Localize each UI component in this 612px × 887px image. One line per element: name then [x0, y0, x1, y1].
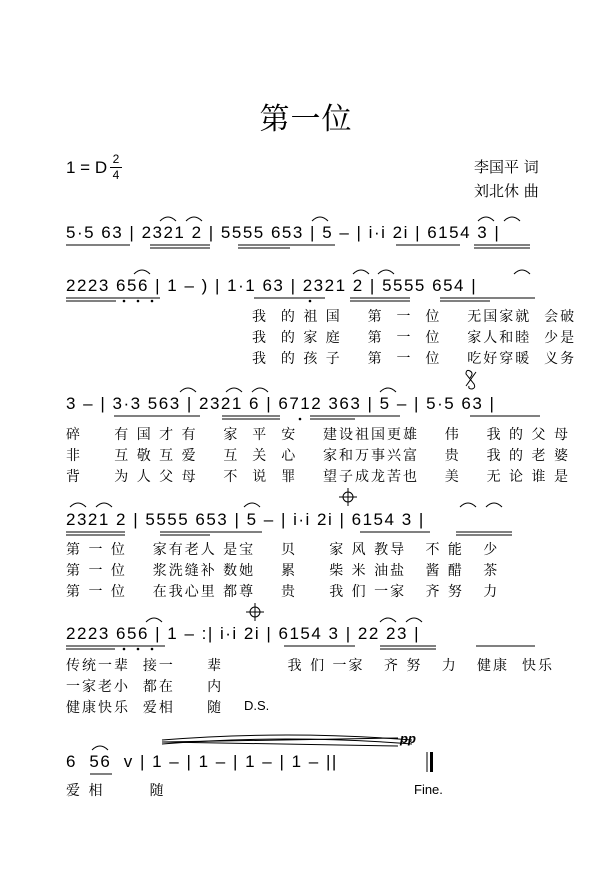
lyric-line: 爱 相 随	[66, 783, 166, 799]
lyric-line: 健康快乐 爱相 随	[66, 700, 224, 716]
lyric-line: 一家老小 都在 内	[66, 679, 224, 695]
key-signature: 1 = D	[66, 158, 108, 177]
dynamic-pp: pp	[400, 731, 416, 746]
lyric-line: 传统一辈 接一 辈 我 们 一家 齐 努 力 健康 快乐	[66, 658, 554, 674]
lyric-line: 非 互 敬 互 爱 互 关 心 家和万事兴富 贵 我 的 老 婆	[66, 448, 570, 464]
notation-line-1: 5·5 63 | 2321 2 | 5555 653 | 5 – | i·i 2i | 6154 3 |	[66, 223, 501, 242]
lyric-line: 碎 有 国 才 有 家 平 安 建设祖国更雄 伟 我 的 父 母	[66, 427, 570, 443]
coda-icon	[339, 488, 357, 506]
notation-line-6: 6 56 v | 1 – | 1 – | 1 – | 1 – ||	[66, 752, 338, 771]
lyricist-credit: 李国平 词	[474, 158, 539, 176]
notation-line-5: 2223 656 | 1 – :| i·i 2i | 6154 3 | 22 23 |	[66, 624, 421, 643]
lyric-line: 第 一 位 浆洗缝补 数她 累 柴 米 油盐 酱 醋 茶	[66, 563, 500, 579]
meter-bottom: 4	[112, 168, 120, 182]
segno-icon	[466, 370, 476, 389]
fine-mark: Fine.	[414, 782, 443, 797]
meter-top: 2	[112, 152, 120, 166]
lyric-line: 第 一 位 家有老人 是宝 贝 家 风 教导 不 能 少	[66, 542, 500, 558]
lyric-line: 我 的 孩 子 第 一 位 吃好穿暖 义务	[252, 351, 577, 367]
coda-icon	[246, 603, 264, 621]
lyric-line: 背 为 人 父 母 不 说 罪 望子成龙苦也 美 无 论 谁 是	[66, 469, 570, 485]
lyric-line: 我 的 家 庭 第 一 位 家人和睦 少是	[252, 330, 577, 346]
notation-line-2: 2223 656 | 1 – ) | 1·1 63 | 2321 2 | 5555 654 |	[66, 276, 478, 295]
song-title: 第一位	[259, 102, 353, 137]
notation-line-3: 3 – | 3·3 563 | 2321 6 | 6712 363 | 5 – | 5·5 63 |	[66, 394, 496, 413]
notation-line-4: 2321 2 | 5555 653 | 5 – | i·i 2i | 6154 3 |	[66, 510, 425, 529]
composer-credit: 刘北休 曲	[474, 182, 539, 200]
lyric-line: 第 一 位 在我心里 都尊 贵 我 们 一家 齐 努 力	[66, 584, 500, 600]
dal-segno-mark: D.S.	[244, 698, 270, 713]
lyric-line: 我 的 祖 国 第 一 位 无国家就 会破	[252, 309, 577, 325]
